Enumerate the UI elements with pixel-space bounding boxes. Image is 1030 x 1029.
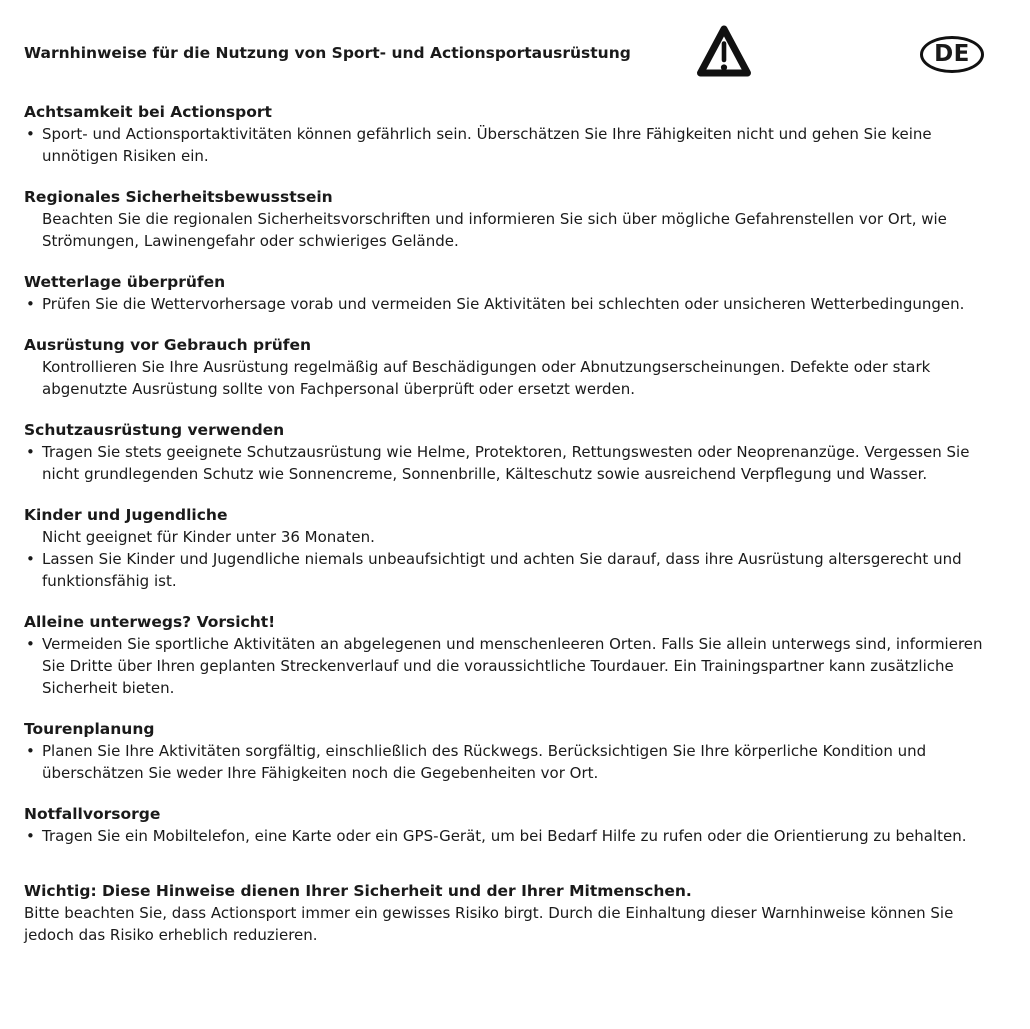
section-heading: Achtsamkeit bei Actionsport [24,103,272,121]
bullet-marker: • [26,635,35,653]
section-heading: Alleine unterwegs? Vorsicht! [24,613,276,631]
warning-section [24,334,1000,400]
plain-item [24,356,1000,400]
bullet-item [24,633,1000,699]
warning-section [24,419,1000,485]
bullet-marker: • [26,125,35,143]
document-header [24,0,1000,80]
item-text: Planen Sie Ihre Aktivitäten sorgfältig, einschließlich des Rückwegs. Berücksichtigen Sie Ihre körperliche Kondition und überschätzen Sie weder Ihre Fähigkeiten noch die Gegebenheiten vor Ort. [42,742,927,782]
plain-item [24,208,1000,252]
item-text: Tragen Sie ein Mobiltelefon, eine Karte oder ein GPS-Gerät, um bei Bedarf Hilfe zu rufen oder die Orientierung zu behalten. [42,827,967,845]
item-text: Tragen Sie stets geeignete Schutzausrüstung wie Helme, Protektoren, Rettungswesten oder Neoprenanzüge. Vergessen Sie nicht grundlegenden Schutz wie Sonnencreme, Sonnenbrille, Kälteschutz sowie ausreichend Verpflegung und Wasser. [42,443,970,483]
plain-item [24,526,1000,548]
bullet-item [24,740,1000,784]
item-text: Prüfen Sie die Wettervorhersage vorab und vermeiden Sie Aktivitäten bei schlechten oder unsicheren Wetterbedingungen. [42,295,965,313]
section-heading: Notfallvorsorge [24,805,161,823]
footer-important-line: Wichtig: Diese Hinweise dienen Ihrer Sicherheit und der Ihrer Mitmenschen. [24,882,692,900]
warning-section [24,271,1000,315]
language-badge: DE [920,36,984,73]
sections-container [24,101,1000,847]
bullet-marker: • [26,295,35,313]
section-heading: Schutzausrüstung verwenden [24,421,285,439]
warning-section [24,101,1000,167]
section-heading: Wetterlage überprüfen [24,273,226,291]
item-text: Vermeiden Sie sportliche Aktivitäten an abgelegenen und menschenleeren Orten. Falls Sie allein unterwegs sind, informieren Sie Dritte über Ihren geplanten Streckenverlauf und die voraussichtliche Tourdauer. Ein Trainingspartner kann zusätzliche Sicherheit bieten. [42,635,983,697]
bullet-marker: • [26,550,35,568]
bullet-item [24,123,1000,167]
warning-section [24,718,1000,784]
warning-section [24,803,1000,847]
bullet-item [24,548,1000,592]
bullet-item [24,441,1000,485]
bullet-marker: • [26,827,35,845]
section-heading: Ausrüstung vor Gebrauch prüfen [24,336,312,354]
page-title: Warnhinweise für die Nutzung von Sport- und Actionsportausrüstung [24,44,631,62]
section-heading: Kinder und Jugendliche [24,506,228,524]
item-text: Sport- und Actionsportaktivitäten können gefährlich sein. Überschätzen Sie Ihre Fähigkeiten nicht und gehen Sie keine unnötigen Risiken ein. [42,125,932,165]
footer-note-text: Bitte beachten Sie, dass Actionsport immer ein gewisses Risiko birgt. Durch die Einhaltung dieser Warnhinweise können Sie jedoch das Risiko erheblich reduzieren. [24,904,954,944]
item-text: Beachten Sie die regionalen Sicherheitsvorschriften und informieren Sie sich über mögliche Gefahrenstellen vor Ort, wie Strömungen, Lawinengefahr oder schwieriges Gelände. [42,210,947,250]
warning-section [24,186,1000,252]
section-heading: Regionales Sicherheitsbewusstsein [24,188,333,206]
bullet-item [24,825,1000,847]
warning-section [24,504,1000,592]
warning-section [24,611,1000,699]
section-heading: Tourenplanung [24,720,155,738]
bullet-item [24,293,1000,315]
bullet-marker: • [26,443,35,461]
item-text: Lassen Sie Kinder und Jugendliche niemals unbeaufsichtigt und achten Sie darauf, dass ihre Ausrüstung altersgerecht und funktionsfähig ist. [42,550,962,590]
item-text: Kontrollieren Sie Ihre Ausrüstung regelmäßig auf Beschädigungen oder Abnutzungserscheinungen. Defekte oder stark abgenutzte Ausrüstung sollte von Fachpersonal überprüft oder ersetzt werden. [42,358,931,398]
document-footer [24,880,1000,946]
bullet-marker: • [26,742,35,760]
item-text: Nicht geeignet für Kinder unter 36 Monaten. [42,528,375,546]
warning-triangle-icon [695,23,753,80]
